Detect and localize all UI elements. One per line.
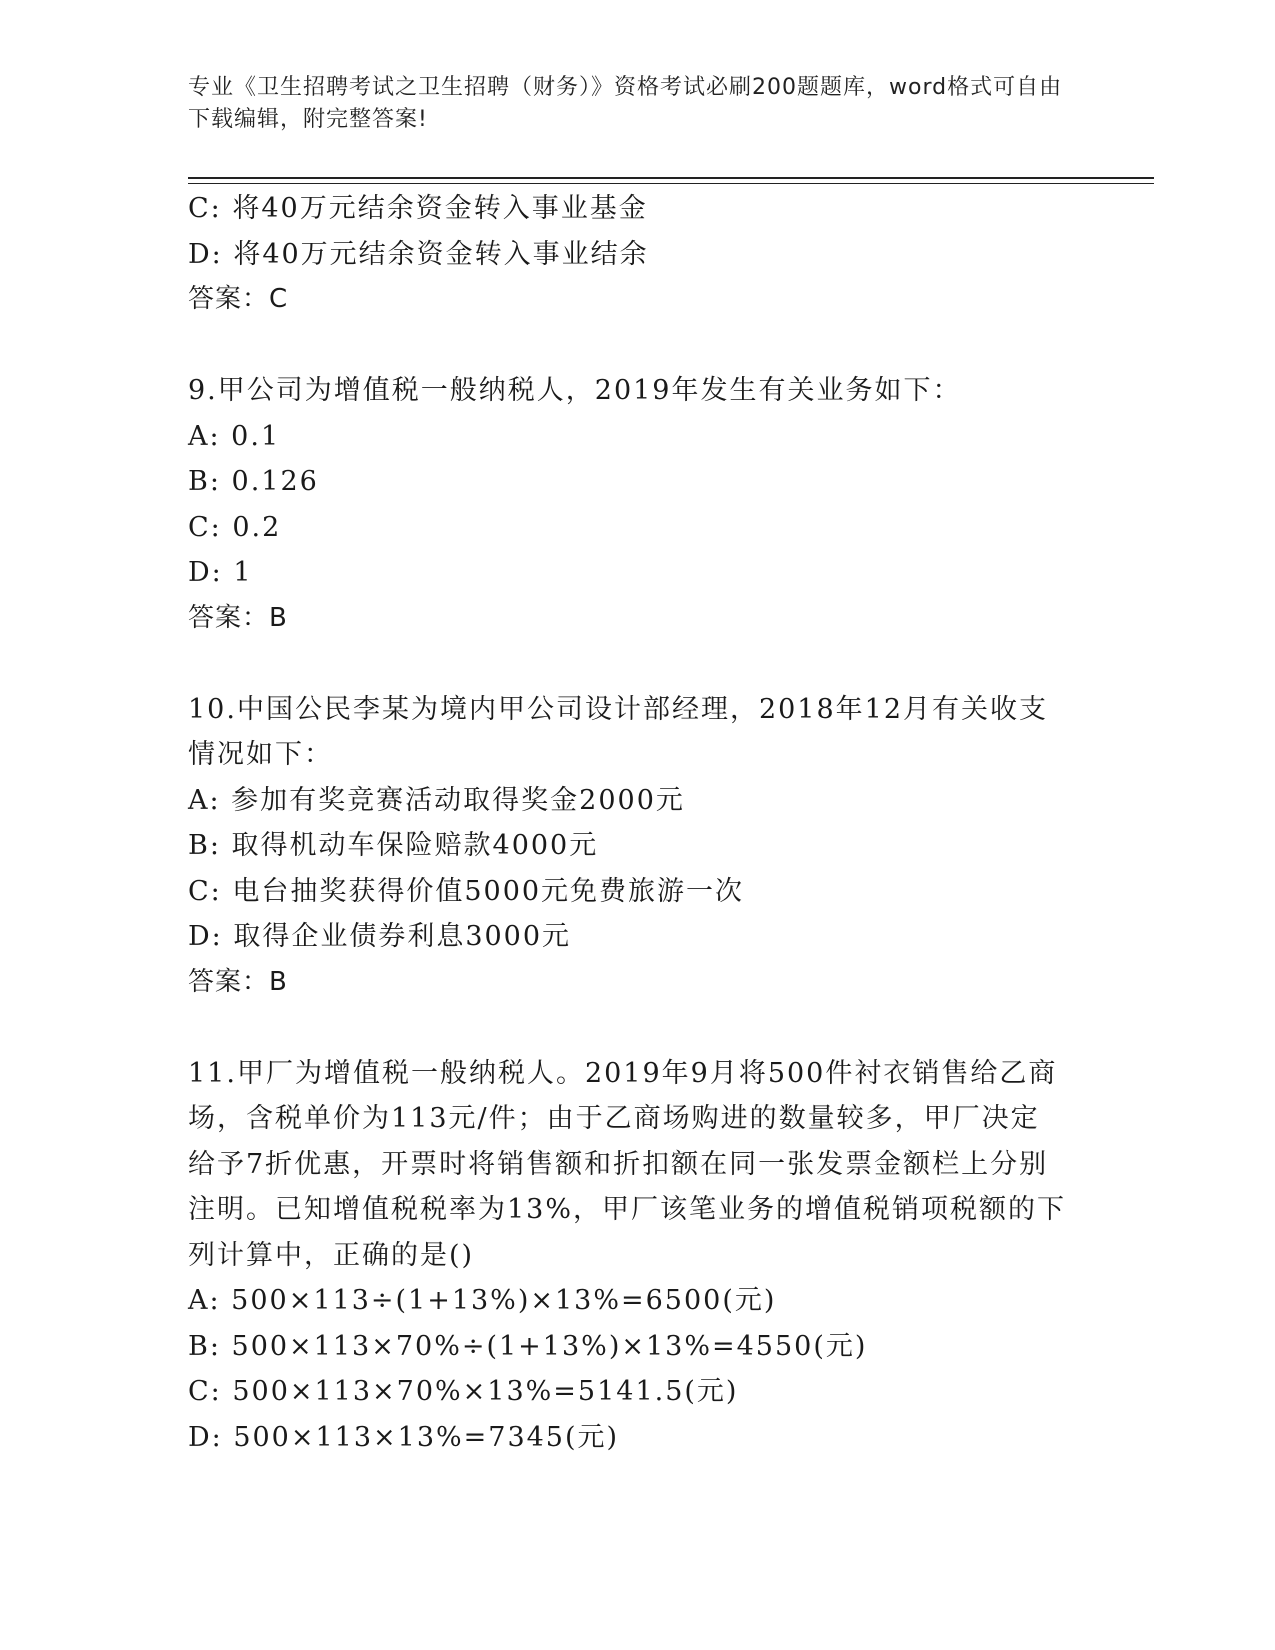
header-divider-thick <box>188 177 1154 179</box>
option-d: D: 取得企业债券利息3000元 <box>188 921 572 952</box>
spacer <box>188 641 1088 687</box>
spacer <box>188 1005 1088 1051</box>
option-d: D: 500×113×13%=7345(元) <box>188 1421 620 1453</box>
answer-line: 答案：B <box>188 966 288 997</box>
option-c: C: 电台抽奖获得价值5000元免费旅游一次 <box>188 875 745 907</box>
question-stem: 11.甲厂为增值税一般纳税人。2019年9月将500件衬衣销售给乙商场，含税单价为113元/件；由于乙商场购进的数量较多，甲厂决定给予7折优惠，开票时将销售额和折扣额在同一张发票金额栏上分别注明。已知增值税税率为13%，甲厂该笔业务的增值税销项税额的下列计算中，正确的是() <box>188 1057 1067 1271</box>
option-b: B: 0.126 <box>188 466 319 497</box>
option-c: C: 0.2 <box>188 511 282 543</box>
answer-line: 答案：C <box>188 284 289 314</box>
spacer <box>188 323 1088 369</box>
answer-line: 答案：B <box>188 602 288 633</box>
option-a: A: 参加有奖竞赛活动取得奖金2000元 <box>188 784 685 816</box>
option-c: C: 将40万元结余资金转入事业基金 <box>188 193 648 224</box>
option-b: B: 取得机动车保险赔款4000元 <box>188 830 599 861</box>
header-divider-thin <box>188 183 1154 184</box>
question-list <box>188 186 1088 1460</box>
option-d: D: 1 <box>188 557 253 588</box>
option-b: B: 500×113×70%÷(1+13%)×13%=4550(元) <box>188 1330 868 1362</box>
option-d: D: 将40万元结余资金转入事业结余 <box>188 238 649 270</box>
question-stem: 10.中国公民李某为境内甲公司设计部经理，2018年12月有关收支情况如下： <box>188 693 1049 770</box>
document-header: 专业《卫生招聘考试之卫生招聘（财务）》资格考试必刷200题题库，word格式可自由下载编辑，附完整答案! <box>188 75 1063 132</box>
option-a: A: 0.1 <box>188 420 281 452</box>
option-c: C: 500×113×70%×13%=5141.5(元) <box>188 1376 739 1407</box>
question-stem: 9.甲公司为增值税一般纳税人，2019年发生有关业务如下： <box>188 375 962 406</box>
option-a: A: 500×113÷(1+13%)×13%=6500(元) <box>188 1285 777 1316</box>
